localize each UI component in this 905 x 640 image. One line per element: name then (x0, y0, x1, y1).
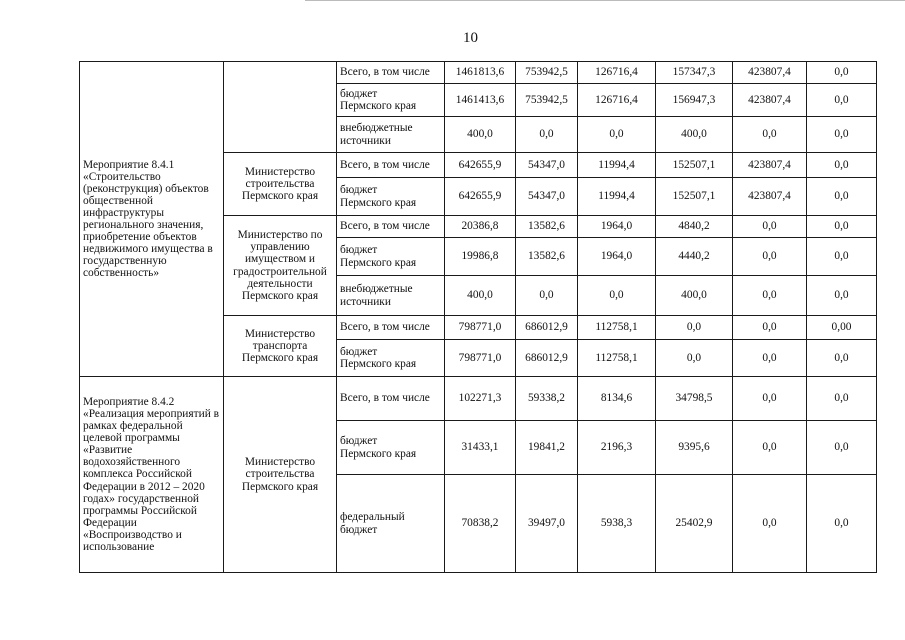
amount-cell: 4840,2 (656, 216, 733, 238)
funding-source-cell: бюджет Пермского края (337, 84, 445, 117)
table-row (80, 377, 877, 421)
amount-cell: 400,0 (656, 117, 733, 153)
amount-cell: 753942,5 (516, 62, 578, 84)
amount-cell: 0,0 (516, 117, 578, 153)
funding-source-cell: Всего, в том числе (337, 377, 445, 421)
amount-cell: 798771,0 (445, 316, 516, 340)
funding-source-cell: федеральный бюджет (337, 475, 445, 573)
responsible-cell: Министерство транспорта Пермского края (224, 316, 337, 377)
amount-cell: 0,0 (578, 276, 656, 316)
amount-cell: 54347,0 (516, 153, 578, 178)
amount-cell: 0,0 (733, 340, 807, 377)
table-row (80, 62, 877, 84)
amount-cell: 0,0 (807, 340, 877, 377)
amount-cell: 0,0 (807, 178, 877, 216)
amount-cell: 0,0 (733, 421, 807, 475)
amount-cell: 25402,9 (656, 475, 733, 573)
amount-cell: 0,0 (656, 316, 733, 340)
amount-cell: 9395,6 (656, 421, 733, 475)
amount-cell: 156947,3 (656, 84, 733, 117)
amount-cell: 423807,4 (733, 178, 807, 216)
measure-cell: Мероприятие 8.4.1 «Строительство (реконструкция) объектов общественной инфраструктуры регионального значения, приобретение объектов недвижимого имущества в государственную собственность» (80, 62, 224, 377)
amount-cell: 8134,6 (578, 377, 656, 421)
funding-source-cell: внебюджетные источники (337, 276, 445, 316)
amount-cell: 423807,4 (733, 84, 807, 117)
amount-cell: 0,0 (807, 421, 877, 475)
amount-cell: 400,0 (656, 276, 733, 316)
amount-cell: 1964,0 (578, 238, 656, 276)
measure-cell: Мероприятие 8.4.2 «Реализация мероприятий в рамках федеральной целевой программы «Развитие водохозяйственного комплекса Российской Федерации в 2012 – 2020 годах» государственной программы Российской Федерации «Воспроизводство и использование (80, 377, 224, 573)
amount-cell: 0,0 (807, 238, 877, 276)
funding-source-cell: внебюджетные источники (337, 117, 445, 153)
amount-cell: 0,0 (656, 340, 733, 377)
amount-cell: 0,0 (733, 238, 807, 276)
page-number: 10 (463, 30, 478, 46)
funding-source-cell: бюджет Пермского края (337, 421, 445, 475)
amount-cell: 19986,8 (445, 238, 516, 276)
amount-cell: 5938,3 (578, 475, 656, 573)
amount-cell: 0,0 (807, 84, 877, 117)
amount-cell: 112758,1 (578, 316, 656, 340)
amount-cell: 0,0 (733, 377, 807, 421)
budget-table (79, 61, 877, 573)
amount-cell: 0,0 (733, 316, 807, 340)
amount-cell: 0,0 (807, 377, 877, 421)
amount-cell: 686012,9 (516, 340, 578, 377)
amount-cell: 13582,6 (516, 238, 578, 276)
amount-cell: 423807,4 (733, 62, 807, 84)
amount-cell: 59338,2 (516, 377, 578, 421)
amount-cell: 642655,9 (445, 153, 516, 178)
amount-cell: 1461413,6 (445, 84, 516, 117)
amount-cell: 152507,1 (656, 153, 733, 178)
amount-cell: 102271,3 (445, 377, 516, 421)
funding-source-cell: Всего, в том числе (337, 62, 445, 84)
funding-source-cell: бюджет Пермского края (337, 178, 445, 216)
funding-source-cell: Всего, в том числе (337, 153, 445, 178)
amount-cell: 31433,1 (445, 421, 516, 475)
amount-cell: 753942,5 (516, 84, 578, 117)
amount-cell: 20386,8 (445, 216, 516, 238)
amount-cell: 4440,2 (656, 238, 733, 276)
amount-cell: 70838,2 (445, 475, 516, 573)
amount-cell: 34798,5 (656, 377, 733, 421)
amount-cell: 11994,4 (578, 178, 656, 216)
amount-cell: 2196,3 (578, 421, 656, 475)
amount-cell: 13582,6 (516, 216, 578, 238)
amount-cell: 1964,0 (578, 216, 656, 238)
amount-cell: 798771,0 (445, 340, 516, 377)
amount-cell: 0,0 (578, 117, 656, 153)
amount-cell: 0,0 (807, 117, 877, 153)
funding-source-cell: бюджет Пермского края (337, 238, 445, 276)
amount-cell: 0,0 (807, 153, 877, 178)
amount-cell: 126716,4 (578, 62, 656, 84)
amount-cell: 152507,1 (656, 178, 733, 216)
amount-cell: 157347,3 (656, 62, 733, 84)
responsible-cell: Министерство строительства Пермского края (224, 153, 337, 216)
funding-source-cell: Всего, в том числе (337, 316, 445, 340)
amount-cell: 400,0 (445, 276, 516, 316)
amount-cell: 0,0 (807, 475, 877, 573)
amount-cell: 0,0 (516, 276, 578, 316)
amount-cell: 112758,1 (578, 340, 656, 377)
amount-cell: 0,00 (807, 316, 877, 340)
amount-cell: 0,0 (733, 117, 807, 153)
amount-cell: 11994,4 (578, 153, 656, 178)
top-rule (305, 0, 905, 1)
amount-cell: 400,0 (445, 117, 516, 153)
amount-cell: 0,0 (807, 216, 877, 238)
amount-cell: 126716,4 (578, 84, 656, 117)
amount-cell: 19841,2 (516, 421, 578, 475)
amount-cell: 0,0 (733, 276, 807, 316)
amount-cell: 39497,0 (516, 475, 578, 573)
responsible-cell: Министерство по управлению имуществом и градостроительной деятельности Пермского края (224, 216, 337, 316)
funding-source-cell: Всего, в том числе (337, 216, 445, 238)
funding-source-cell: бюджет Пермского края (337, 340, 445, 377)
amount-cell: 1461813,6 (445, 62, 516, 84)
amount-cell: 0,0 (807, 62, 877, 84)
amount-cell: 0,0 (733, 475, 807, 573)
amount-cell: 0,0 (807, 276, 877, 316)
amount-cell: 54347,0 (516, 178, 578, 216)
amount-cell: 0,0 (733, 216, 807, 238)
amount-cell: 686012,9 (516, 316, 578, 340)
amount-cell: 642655,9 (445, 178, 516, 216)
amount-cell: 423807,4 (733, 153, 807, 178)
responsible-cell: Министерство строительства Пермского края (224, 377, 337, 573)
responsible-cell (224, 62, 337, 153)
